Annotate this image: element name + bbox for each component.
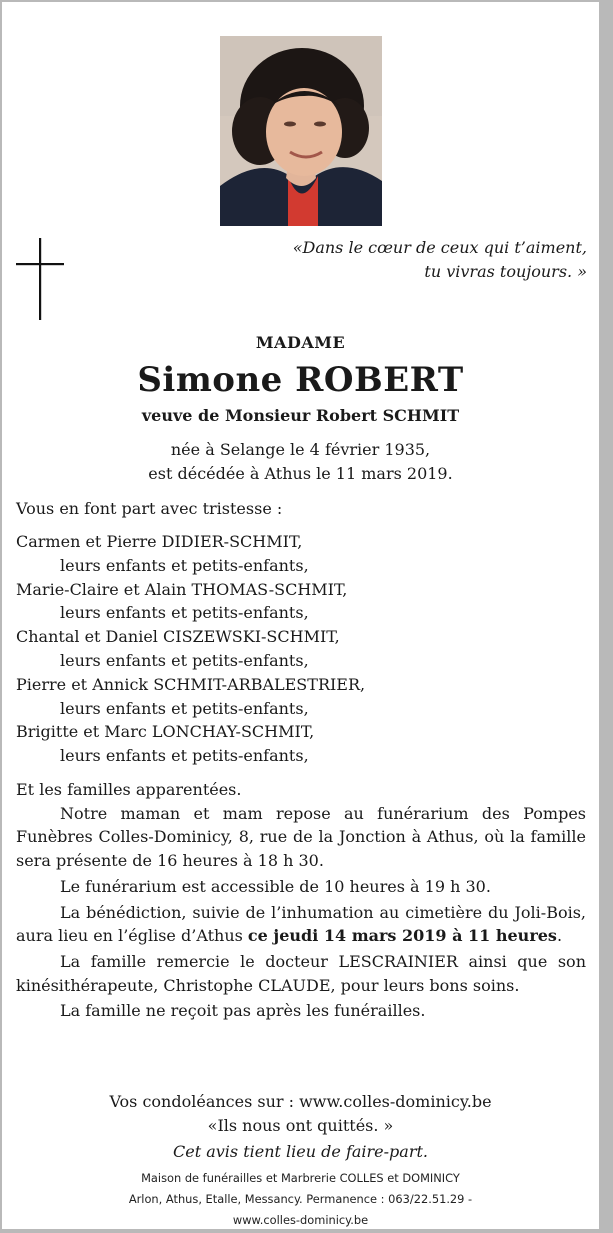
thanks-paragraph: La famille remercie le docteur LESCRAINIER ainsi que son kinésithérapeute, Christophe CLAUDE, pour leurs bons soins.	[16, 951, 586, 995]
family-name: Pierre et Annick SCHMIT-ARBALESTRIER,	[16, 674, 366, 694]
widow-line: veuve de Monsieur Robert SCHMIT	[141, 406, 460, 425]
portrait-photo	[220, 36, 382, 226]
epitaph-quote	[293, 236, 587, 284]
footer-website: www.colles-dominicy.be	[232, 1213, 369, 1227]
portrait-image	[220, 36, 382, 226]
dates-block	[2, 438, 599, 486]
visiting-hours-paragraph: Le funérarium est accessible de 10 heures à 19 h 30.	[60, 876, 491, 896]
announcement-body	[16, 778, 586, 1023]
family-sub: leurs enfants et petits-enfants,	[60, 698, 309, 718]
ceremony-text: La bénédiction, suivie de l’inhumation au cimetière du Joli-Bois, aura lieu en l’église d’Athus	[16, 902, 586, 946]
no-reception-paragraph: La famille ne reçoit pas après les funérailles.	[60, 1001, 426, 1021]
obituary-card	[2, 2, 599, 1229]
footer-line-1: Maison de funérailles et Marbrerie COLLES et DOMINICY	[141, 1171, 460, 1185]
family-name: Carmen et Pierre DIDIER-SCHMIT,	[16, 532, 303, 551]
tribute-line: «Ils nous ont quittés. »	[207, 1115, 394, 1135]
condolences-block	[2, 1090, 599, 1137]
condolences-line: Vos condoléances sur : www.colles-dominicy.be	[109, 1092, 492, 1111]
deceased-name: Simone ROBERT	[137, 360, 464, 400]
ceremony-paragraph	[16, 901, 586, 948]
funerarium-paragraph: Notre maman et mam repose au funérarium des Pompes Funèbres Colles-Dominicy, 8, rue de la Jonction à Athus, où la famille sera présente de 16 heures à 18 h 30.	[16, 803, 586, 871]
ceremony-end: .	[556, 926, 563, 946]
family-name: Brigitte et Marc LONCHAY-SCHMIT,	[16, 722, 315, 742]
faire-part-note: Cet avis tient lieu de faire-part.	[173, 1142, 428, 1161]
cross-icon	[16, 238, 64, 320]
family-sub: leurs enfants et petits-enfants,	[60, 603, 309, 623]
birth-line: née à Selange le 4 février 1935,	[170, 440, 431, 459]
family-name: Chantal et Daniel CISZEWSKI-SCHMIT,	[16, 627, 340, 647]
family-sub: leurs enfants et petits-enfants,	[60, 746, 309, 766]
quote-line-1: «Dans le cœur de ceux qui t’aiment,	[292, 238, 587, 257]
funeral-home-footer	[2, 1168, 599, 1231]
ceremony-date: ce jeudi 14 mars 2019 à 11 heures	[247, 926, 557, 946]
family-name: Marie-Claire et Alain THOMAS-SCHMIT,	[16, 579, 348, 599]
footer-line-2: Arlon, Athus, Etalle, Messancy. Permanence : 063/22.51.29 -	[128, 1192, 473, 1206]
honorific: MADAME	[255, 333, 346, 352]
intro-line: Vous en font part avec tristesse :	[16, 499, 283, 518]
quote-line-2: tu vivras toujours. »	[424, 262, 587, 281]
family-sub: leurs enfants et petits-enfants,	[60, 555, 309, 575]
family-list	[16, 530, 591, 768]
family-sub: leurs enfants et petits-enfants,	[60, 650, 309, 670]
families-line: Et les familles apparentées.	[16, 780, 242, 799]
death-line: est décédée à Athus le 11 mars 2019.	[148, 464, 453, 483]
